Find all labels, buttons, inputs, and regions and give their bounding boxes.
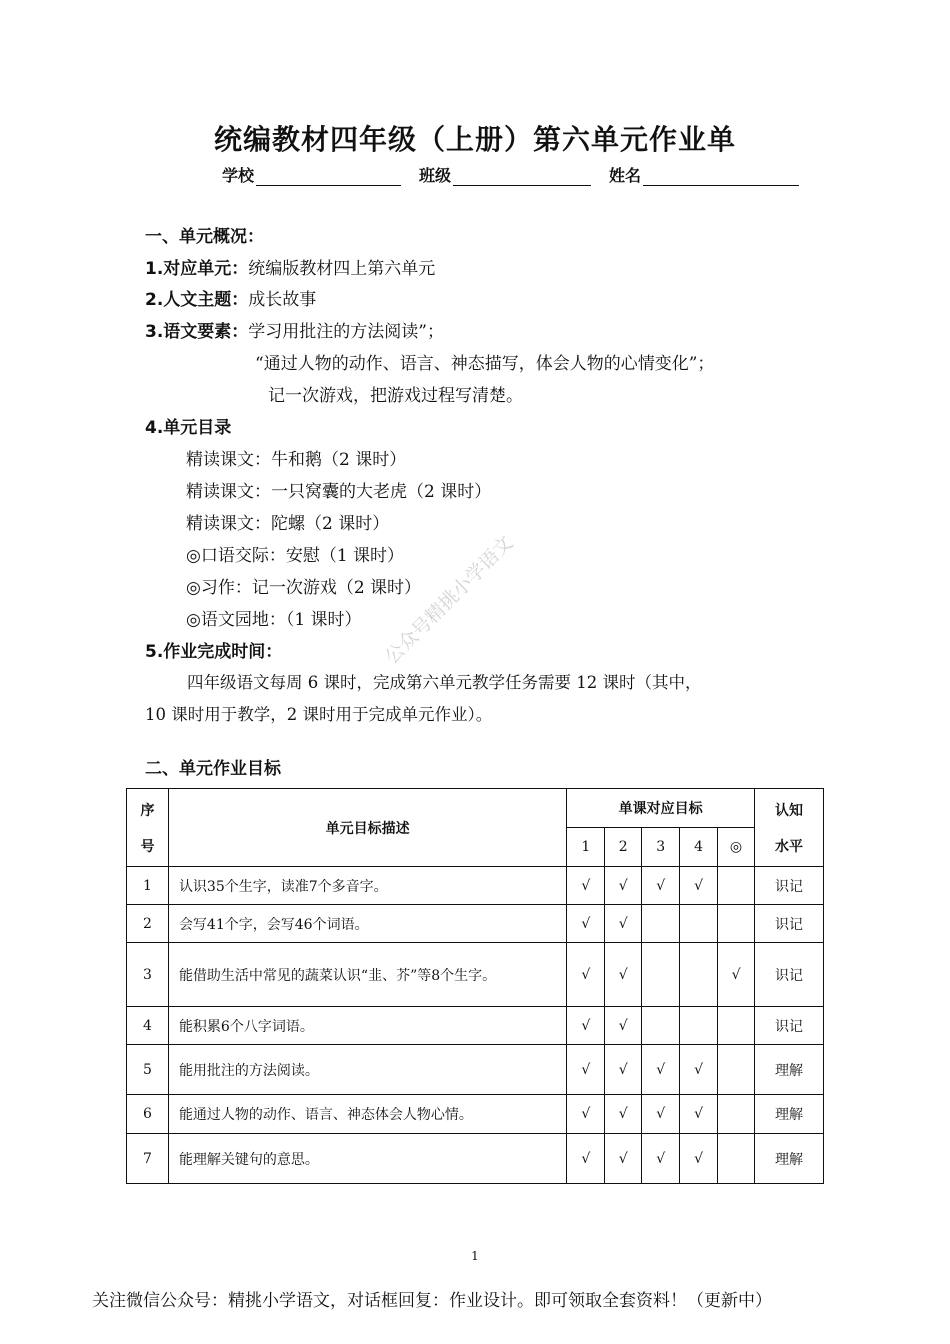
table-row <box>127 1045 824 1095</box>
catalog-item: 精读课文：陀螺（2 课时） <box>186 514 390 534</box>
row-number: 7 <box>127 1134 169 1184</box>
row-level: 识记 <box>755 867 824 905</box>
class-field[interactable] <box>453 167 591 186</box>
sub-header-4: 4 <box>680 828 718 867</box>
section1-heading: 一、单元概况： <box>145 227 264 247</box>
row-description: 能理解关键句的意思。 <box>168 1134 566 1184</box>
row-level: 识记 <box>755 1007 824 1045</box>
check-cell: √ <box>605 1007 642 1045</box>
overview-item-2 <box>145 285 316 310</box>
item4-label: 4.单元目录 <box>145 418 232 438</box>
check-cell <box>642 943 680 1007</box>
check-cell: √ <box>680 867 718 905</box>
table-row <box>127 905 824 943</box>
table-row <box>127 1007 824 1045</box>
check-cell <box>680 905 718 943</box>
check-cell: √ <box>680 1045 718 1095</box>
catalog-item: ◎语文园地：（1 课时） <box>186 610 362 630</box>
table-row <box>127 867 824 905</box>
check-cell: √ <box>605 905 642 943</box>
table-row <box>127 1134 824 1184</box>
student-info-line <box>222 163 799 186</box>
item1-label: 1.对应单元： <box>145 259 249 279</box>
class-label: 班级 <box>419 166 452 185</box>
row-description: 会写41个字，会写46个词语。 <box>168 905 566 943</box>
row-level: 理解 <box>755 1134 824 1184</box>
check-cell: √ <box>567 1134 605 1184</box>
row-description: 能借助生活中常见的蔬菜认识“韭、芥”等8个生字。 <box>168 943 566 1007</box>
check-cell: √ <box>642 867 680 905</box>
row-number: 1 <box>127 867 169 905</box>
check-cell: √ <box>605 943 642 1007</box>
name-field[interactable] <box>643 167 799 186</box>
row-number: 5 <box>127 1045 169 1095</box>
check-cell: √ <box>718 943 755 1007</box>
item1-value: 统编版教材四上第六单元 <box>248 259 436 279</box>
check-cell <box>718 1095 755 1134</box>
table-row <box>127 1095 824 1134</box>
check-cell: √ <box>605 1095 642 1134</box>
overview-item-1 <box>145 254 435 279</box>
check-cell: √ <box>567 1007 605 1045</box>
catalog-item: ◎习作：记一次游戏（2 课时） <box>186 578 422 598</box>
table-row <box>127 943 824 1007</box>
row-level: 识记 <box>755 943 824 1007</box>
check-cell <box>718 1134 755 1184</box>
check-cell <box>642 1007 680 1045</box>
check-cell <box>680 943 718 1007</box>
check-cell <box>718 905 755 943</box>
check-cell: √ <box>567 905 605 943</box>
item2-value: 成长故事 <box>248 290 317 310</box>
row-number: 3 <box>127 943 169 1007</box>
row-description: 认识35个生字，读准7个多音字。 <box>168 867 566 905</box>
row-description: 能用批注的方法阅读。 <box>168 1045 566 1095</box>
check-cell: √ <box>567 1095 605 1134</box>
check-cell <box>718 1045 755 1095</box>
page-number: 1 <box>471 1249 479 1263</box>
row-level: 理解 <box>755 1095 824 1134</box>
goals-table <box>126 788 824 1184</box>
school-label: 学校 <box>222 166 255 185</box>
school-field[interactable] <box>256 167 401 186</box>
overview-item-3 <box>145 317 444 342</box>
section2-heading: 二、单元作业目标 <box>145 759 281 779</box>
catalog-item: 精读课文：牛和鹅（2 课时） <box>186 450 407 470</box>
row-description: 能通过人物的动作、语言、神态体会人物心情。 <box>168 1095 566 1134</box>
check-cell: √ <box>642 1095 680 1134</box>
check-cell <box>680 1007 718 1045</box>
header-lesson-targets: 单课对应目标 <box>567 789 755 828</box>
sub-header-2: 2 <box>605 828 642 867</box>
check-cell: √ <box>605 1045 642 1095</box>
check-cell: √ <box>567 1045 605 1095</box>
sub-header-1: 1 <box>567 828 605 867</box>
page-title: 统编教材四年级（上册）第六单元作业单 <box>213 123 736 156</box>
catalog-item: 精读课文：一只窝囊的大老虎（2 课时） <box>186 482 492 502</box>
item3-label: 3.语文要素： <box>145 322 249 342</box>
check-cell: √ <box>605 867 642 905</box>
item3-value-3: 记一次游戏，把游戏过程写清楚。 <box>268 386 523 406</box>
item5-text-2: 10 课时用于教学，2 课时用于完成单元作业）。 <box>145 705 493 724</box>
check-cell: √ <box>605 1134 642 1184</box>
watermark-text: 公众号精挑小学语文 <box>380 531 518 669</box>
row-level: 识记 <box>755 905 824 943</box>
check-cell <box>718 867 755 905</box>
header-cognitive-level: 认知 水平 <box>755 789 824 867</box>
item2-label: 2.人文主题： <box>145 290 249 310</box>
item5-text-1: 四年级语文每周 6 课时，完成第六单元教学任务需要 12 课时（其中， <box>187 673 702 692</box>
check-cell: √ <box>567 943 605 1007</box>
row-number: 4 <box>127 1007 169 1045</box>
check-cell: √ <box>642 1134 680 1184</box>
item3-value-2: “通过人物的动作、语言、神态描写，体会人物的心情变化”； <box>255 354 715 374</box>
item3-value-1: 学习用批注的方法阅读”； <box>248 322 444 342</box>
check-cell: √ <box>567 867 605 905</box>
name-label: 姓名 <box>609 166 642 185</box>
check-cell <box>642 905 680 943</box>
check-cell: √ <box>680 1095 718 1134</box>
check-cell: √ <box>642 1045 680 1095</box>
item5-label: 5.作业完成时间： <box>145 642 283 662</box>
sub-header-special: ◎ <box>718 828 755 867</box>
row-description: 能积累6个八字词语。 <box>168 1007 566 1045</box>
sub-header-3: 3 <box>642 828 680 867</box>
footer-note: 关注微信公众号：精挑小学语文，对话框回复：作业设计。即可领取全套资料！（更新中） <box>92 1291 772 1311</box>
check-cell <box>718 1007 755 1045</box>
row-number: 6 <box>127 1095 169 1134</box>
row-number: 2 <box>127 905 169 943</box>
check-cell: √ <box>680 1134 718 1184</box>
header-description: 单元目标描述 <box>168 789 566 867</box>
header-number: 序 号 <box>127 789 169 867</box>
catalog-item: ◎口语交际：安慰（1 课时） <box>186 546 405 566</box>
row-level: 理解 <box>755 1045 824 1095</box>
